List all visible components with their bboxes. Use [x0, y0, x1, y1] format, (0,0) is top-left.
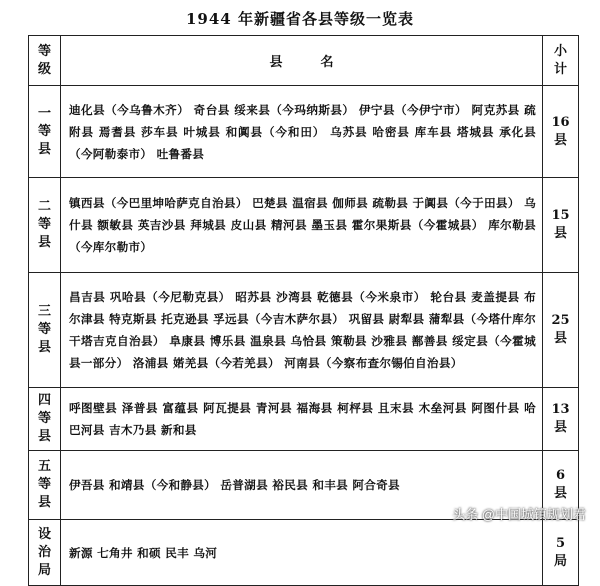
grade-char: 县	[37, 141, 51, 157]
grade-char: 四	[37, 393, 51, 408]
grade-cell	[29, 178, 61, 273]
grade-char: 一	[37, 105, 51, 121]
county-names-cell: 新源 七角井 和硕 民丰 乌河	[61, 520, 543, 586]
grade-char: 县	[37, 235, 51, 250]
subtotal-cell	[543, 273, 579, 388]
subtotal-unit: 县	[553, 226, 567, 241]
table-row	[29, 388, 579, 451]
subtotal-number: 5	[555, 535, 566, 551]
header-count-char: 计	[553, 61, 567, 77]
subtotal-number: 13	[551, 402, 570, 417]
subtotal-unit: 局	[553, 553, 567, 569]
grade-char: 局	[37, 562, 51, 578]
grade-char: 二	[37, 199, 51, 214]
subtotal-number: 15	[551, 208, 570, 223]
grade-cell	[29, 86, 61, 178]
grade-char: 设	[37, 526, 51, 542]
county-names-cell: 呼图壁县 泽普县 富蕴县 阿瓦提县 青河县 福海县 柯枰县 且末县 木垒河县 阿图什县 哈巴河县 吉木乃县 新和县	[61, 388, 543, 451]
county-names-cell: 镇西县（今巴里坤哈萨克自治县） 巴楚县 温宿县 伽师县 疏勒县 于阗县（今于田县） 乌什县 额敏县 英吉沙县 拜城县 皮山县 精河县 墨玉县 霍尔果斯县（今霍城县） 库尔勒县（今库尔勒市）	[61, 178, 543, 273]
table-row	[29, 86, 579, 178]
table-row	[29, 178, 579, 273]
county-names-cell: 伊吾县 和靖县（今和静县） 岳普湖县 裕民县 和丰县 阿合奇县	[61, 451, 543, 520]
grade-char: 等	[37, 411, 51, 426]
grade-char: 等	[37, 477, 51, 492]
table-header-row	[29, 36, 579, 86]
county-names-cell: 昌吉县 巩哈县（今尼勒克县） 昭苏县 沙湾县 乾德县（今米泉市） 轮台县 麦盖提县 布尔津县 特克斯县 托克逊县 孚远县（今吉木萨尔县） 巩留县 尉犁县 蒲犁县（今塔什库尔干塔吉克自治县） 阜康县 博乐县 温泉县 乌恰县 策勒县 沙雅县 鄯善县 绥定县（今霍城县一部分） 洛浦县 婼羌县（今若羌县） 河南县（今察布查尔锡伯自治县）	[61, 273, 543, 388]
grade-char: 县	[37, 495, 51, 510]
grade-cell	[29, 520, 61, 586]
grade-cell	[29, 388, 61, 451]
header-subtotal	[543, 36, 579, 86]
subtotal-cell	[543, 520, 579, 586]
subtotal-cell	[543, 178, 579, 273]
subtotal-unit: 县	[553, 132, 567, 148]
grade-char: 三	[37, 304, 51, 319]
grade-char: 等	[37, 322, 51, 337]
subtotal-unit: 县	[553, 420, 567, 435]
subtotal-cell	[543, 86, 579, 178]
header-county-names: 县名	[61, 36, 543, 86]
subtotal-unit: 县	[553, 331, 567, 346]
county-names-cell: 迪化县（今乌鲁木齐） 奇台县 绥来县（今玛纳斯县） 伊宁县（今伊宁市） 阿克苏县 疏附县 焉耆县 莎车县 叶城县 和阗县（今和田） 乌苏县 哈密县 库车县 塔城县 承化县（今阿勒泰市） 吐鲁番县	[61, 86, 543, 178]
subtotal-number: 6	[555, 468, 566, 483]
grade-cell	[29, 451, 61, 520]
header-grade-char: 级	[37, 61, 51, 77]
grade-char: 等	[37, 217, 51, 232]
grade-char: 县	[37, 340, 51, 355]
table-row	[29, 520, 579, 586]
grade-char: 等	[37, 123, 51, 139]
subtotal-number: 16	[551, 114, 570, 130]
header-grade	[29, 36, 61, 86]
grade-char: 治	[37, 544, 51, 560]
grade-cell	[29, 273, 61, 388]
subtotal-cell	[543, 388, 579, 451]
grade-char: 县	[37, 429, 51, 444]
table-title: 1944 年新疆省各县等级一览表	[186, 10, 414, 28]
header-grade-char: 等	[37, 43, 51, 59]
grade-char: 五	[37, 459, 51, 474]
source-watermark: 头条 @中国城镇规划君	[452, 507, 586, 522]
header-count-char: 小	[553, 43, 567, 59]
table-row	[29, 273, 579, 388]
subtotal-number: 25	[551, 313, 570, 328]
subtotal-unit: 县	[553, 486, 567, 501]
